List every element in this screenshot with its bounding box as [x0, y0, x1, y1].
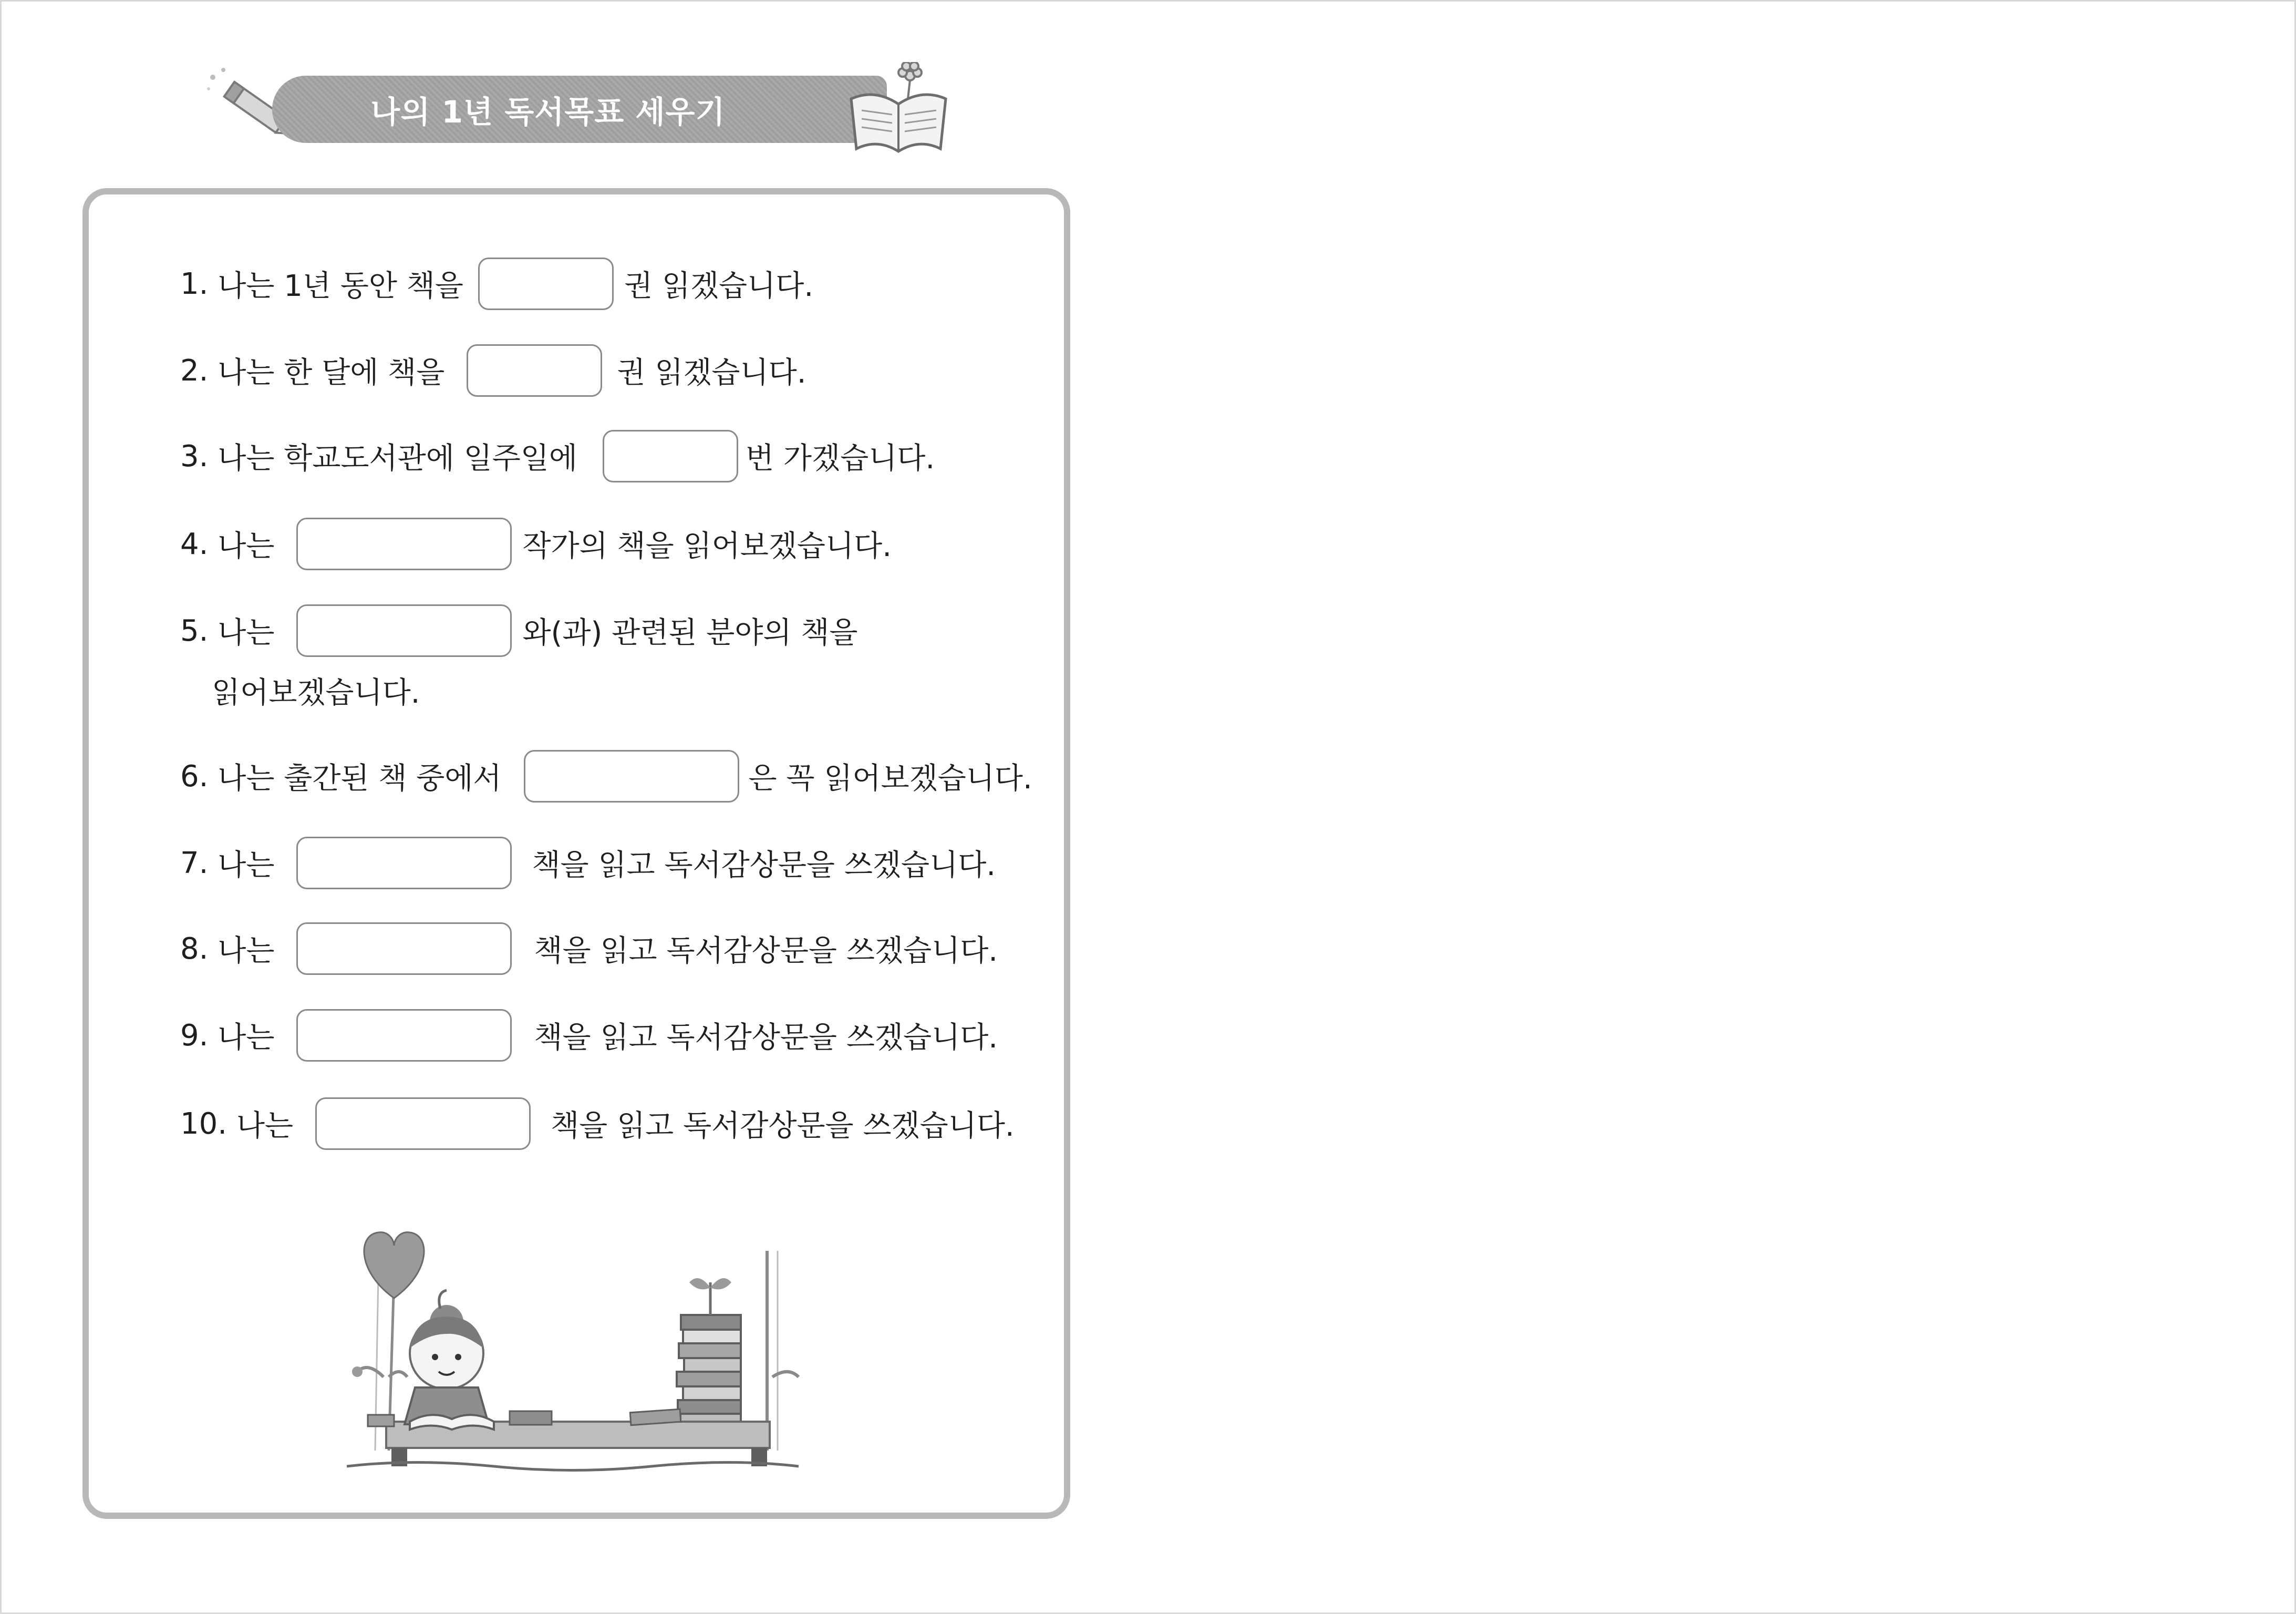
- goal-continuation: 읽어보겠습니다.: [212, 676, 420, 710]
- author-input[interactable]: [296, 518, 512, 570]
- goal-prompt: 나는 1년 동안 책을: [218, 269, 463, 303]
- goal-number: 3.: [180, 439, 209, 474]
- goal-row-10: [180, 1097, 1015, 1150]
- open-book-icon: [846, 62, 951, 159]
- goal-row-8: [180, 922, 998, 975]
- book-report-title-input-1[interactable]: [296, 837, 512, 889]
- goal-suffix: 권 읽겠습니다.: [624, 269, 814, 303]
- goal-number: 2.: [180, 353, 209, 388]
- goal-prompt: 나는: [218, 616, 275, 650]
- goal-prompt: 나는: [218, 848, 275, 882]
- book-report-title-input-2[interactable]: [296, 922, 512, 975]
- must-read-book-input[interactable]: [524, 750, 739, 803]
- book-report-title-input-3[interactable]: [296, 1009, 512, 1062]
- goal-row-1: [180, 258, 813, 310]
- library-visits-per-week-input[interactable]: [603, 430, 738, 482]
- goal-suffix: 책을 읽고 독서감상문을 쓰겠습니다.: [534, 934, 998, 968]
- goal-number: 9.: [180, 1018, 209, 1053]
- book-report-title-input-4[interactable]: [315, 1097, 531, 1150]
- goal-suffix: 권 읽겠습니다.: [617, 356, 806, 390]
- goal-number: 1.: [180, 266, 209, 301]
- goal-number: 10.: [180, 1106, 227, 1141]
- title-banner: [272, 76, 887, 143]
- goal-row-5: [180, 604, 858, 657]
- goal-row-7: [180, 837, 996, 889]
- goal-suffix: 책을 읽고 독서감상문을 쓰겠습니다.: [532, 848, 996, 882]
- goal-row-4: [180, 518, 892, 570]
- goal-number: 7.: [180, 846, 209, 880]
- goal-prompt: 나는 학교도서관에 일주일에: [218, 441, 578, 476]
- goal-prompt: 나는: [218, 1021, 275, 1055]
- goal-prompt: 나는: [218, 934, 275, 968]
- topic-field-input[interactable]: [296, 604, 512, 657]
- goal-number: 8.: [180, 931, 209, 966]
- goal-prompt: 나는 한 달에 책을: [218, 356, 445, 390]
- page-title: 나의 1년 독서목표 세우기: [370, 94, 726, 130]
- goal-suffix: 은 꼭 읽어보겠습니다.: [748, 762, 1032, 796]
- goal-number: 4.: [180, 527, 209, 561]
- goal-prompt: 나는 출간된 책 중에서: [218, 762, 502, 796]
- goal-row-9: [180, 1009, 998, 1062]
- goal-prompt: 나는: [218, 529, 275, 563]
- goal-prompt: 나는: [236, 1109, 294, 1143]
- girl-reading-at-desk-illustration: [336, 1219, 809, 1482]
- goal-suffix: 와(과) 관련된 분야의 책을: [522, 616, 858, 650]
- goal-suffix: 책을 읽고 독서감상문을 쓰겠습니다.: [551, 1109, 1015, 1143]
- goal-number: 5.: [180, 613, 209, 648]
- books-per-year-input[interactable]: [478, 258, 614, 310]
- goal-row-2: [180, 344, 806, 397]
- goal-suffix: 작가의 책을 읽어보겠습니다.: [522, 529, 892, 563]
- books-per-month-input[interactable]: [467, 344, 602, 397]
- goal-suffix: 번 가겠습니다.: [746, 441, 935, 476]
- goal-suffix: 책을 읽고 독서감상문을 쓰겠습니다.: [534, 1021, 998, 1055]
- goal-number: 6.: [180, 759, 209, 794]
- goal-row-3: [180, 430, 935, 482]
- goal-row-6: [180, 750, 1032, 803]
